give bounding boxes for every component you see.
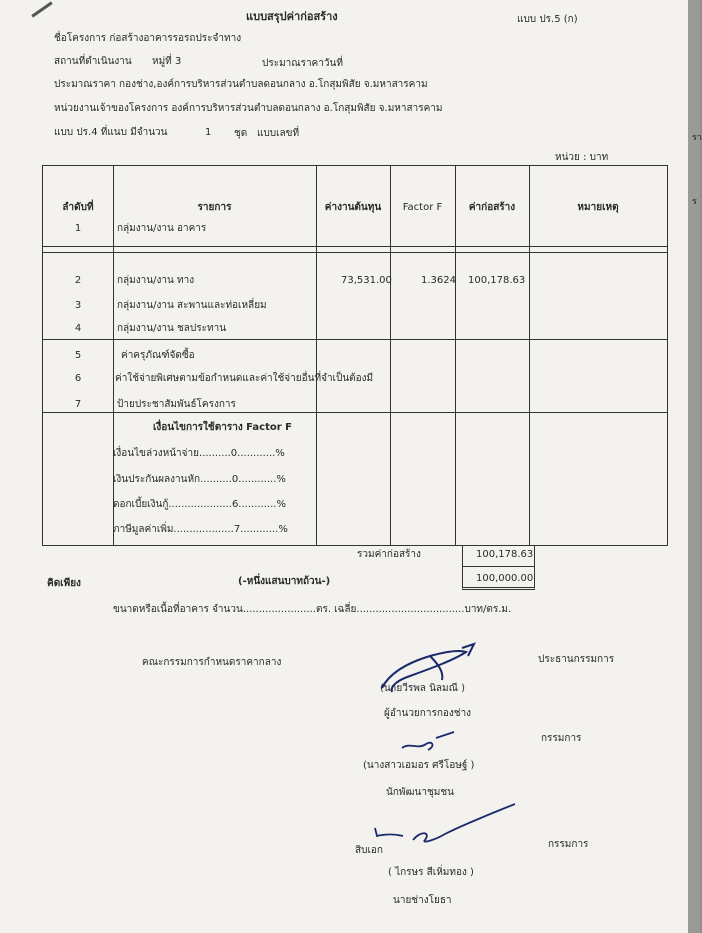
row-2-item: กลุ่มงาน/งาน ทาง bbox=[117, 275, 195, 286]
col-header-total: ค่าก่อสร้าง bbox=[468, 202, 516, 213]
row-5-no: 5 bbox=[74, 350, 82, 361]
row-5-item: ค่าครุภัณฑ์จัดซื้อ bbox=[121, 350, 195, 361]
conditions-title: เงื่อนไขการใช้ตาราง Factor F bbox=[153, 422, 292, 433]
owner-agency: หน่วยงานเจ้าของโครงการ องค์การบริหารส่วนตำบลดอนกลาง อ.โกสุมพิสัย จ.มหาสารคาม bbox=[54, 103, 443, 114]
unit-note: หน่วย : บาท bbox=[555, 152, 609, 163]
row-1-item: กลุ่มงาน/งาน อาคาร bbox=[117, 223, 207, 234]
location-value: หมู่ที่ 3 bbox=[152, 56, 182, 67]
location-label: สถานที่ดำเนินงาน bbox=[54, 56, 132, 67]
edge-mark-2: ร bbox=[692, 197, 697, 207]
committee-heading: คณะกรรมการกำหนดราคากลาง bbox=[142, 657, 282, 668]
member-3-rank: สิบเอก bbox=[355, 845, 383, 856]
condition-advance: เงื่อนไขล่วงหน้าจ่าย..........0............% bbox=[113, 448, 285, 459]
attachment-unit: ชุด bbox=[234, 128, 248, 139]
drawing-no-label: แบบเลขที่ bbox=[257, 128, 300, 139]
condition-guarantee: เงินประกันผลงานหัก..........0............% bbox=[113, 474, 286, 485]
row-2-cost: 73,531.00 bbox=[341, 275, 392, 286]
member-2-role: กรรมการ bbox=[541, 733, 582, 744]
estimator: ประมาณราคา กองช่าง,องค์การบริหารส่วนตำบลดอนกลาง อ.โกสุมพิสัย จ.มหาสารคาม bbox=[54, 79, 428, 90]
member-1-position: ผู้อำนวยการกองช่าง bbox=[384, 708, 472, 719]
total-label: รวมค่าก่อสร้าง bbox=[357, 549, 421, 560]
row-2-factor: 1.3624 bbox=[421, 275, 456, 286]
cost-summary-table bbox=[42, 165, 668, 546]
rounded-value: 100,000.00 bbox=[476, 573, 534, 584]
signature-member-3 bbox=[365, 800, 525, 850]
condition-vat: ภาษีมูลค่าเพิ่ม...................7............% bbox=[113, 524, 288, 535]
document-title: แบบสรุปค่าก่อสร้าง bbox=[246, 10, 338, 23]
total-value: 100,178.63 bbox=[476, 549, 534, 560]
col-header-no: ลำดับที่ bbox=[62, 202, 94, 213]
rounded-words: (-หนึ่งแสนบาทถ้วน-) bbox=[238, 576, 331, 587]
col-header-cost: ค่างานต้นทุน bbox=[324, 202, 382, 213]
area-line: ขนาดหรือเนื้อที่อาคาร จำนวน.......................ตร. เฉลี่ย..................................บาท/ตร.ม. bbox=[113, 604, 512, 615]
rounded-label: คิดเพียง bbox=[47, 578, 81, 589]
condition-interest: ดอกเบี้ยเงินกู้....................6............% bbox=[113, 499, 286, 510]
row-2-no: 2 bbox=[74, 275, 82, 286]
row-7-no: 7 bbox=[74, 399, 82, 410]
col-header-factor: Factor F bbox=[402, 202, 443, 213]
col-header-item: รายการ bbox=[197, 202, 232, 213]
project-name: ชื่อโครงการ ก่อสร้างอาคารรอรถประจำทาง bbox=[54, 33, 242, 44]
row-7-item: ป้ายประชาสัมพันธ์โครงการ bbox=[117, 399, 236, 410]
row-3-no: 3 bbox=[74, 300, 82, 311]
signature-member-2 bbox=[398, 728, 468, 758]
member-2-name: (นางสาวเอมอร ศรีโอษฐ์ ) bbox=[363, 760, 475, 771]
member-3-name: ( ไกรษร สีเหิ่มทอง ) bbox=[388, 867, 474, 878]
row-4-no: 4 bbox=[74, 323, 82, 334]
member-1-name: (นายวีรพล นิลมณี ) bbox=[380, 683, 466, 694]
pen-mark bbox=[31, 1, 52, 17]
estimate-date: ประมาณราคาวันที่ bbox=[262, 58, 343, 69]
row-6-item: ค่าใช้จ่ายพิเศษตามข้อกำหนดและค่าใช้จ่ายอื่นที่จำเป็นต้องมี bbox=[115, 373, 374, 384]
member-3-role: กรรมการ bbox=[548, 839, 589, 850]
col-header-remark: หมายเหตุ bbox=[577, 202, 619, 213]
signature-chairman bbox=[370, 642, 490, 698]
row-6-no: 6 bbox=[74, 373, 82, 384]
attachment-label: แบบ ปร.4 ที่แนบ มีจำนวน bbox=[54, 127, 168, 138]
member-3-position: นายช่างโยธา bbox=[393, 895, 452, 906]
form-code: แบบ ปร.5 (ก) bbox=[517, 14, 578, 25]
row-2-total: 100,178.63 bbox=[468, 275, 526, 286]
row-4-item: กลุ่มงาน/งาน ชลประทาน bbox=[117, 323, 227, 334]
member-2-position: นักพัฒนาชุมชน bbox=[386, 787, 454, 798]
edge-mark-1: รา bbox=[692, 133, 702, 143]
member-1-role: ประธานกรรมการ bbox=[538, 654, 615, 665]
row-3-item: กลุ่มงาน/งาน สะพานและท่อเหลี่ยม bbox=[117, 300, 267, 311]
row-1-no: 1 bbox=[74, 223, 82, 234]
attachment-count: 1 bbox=[205, 127, 212, 138]
